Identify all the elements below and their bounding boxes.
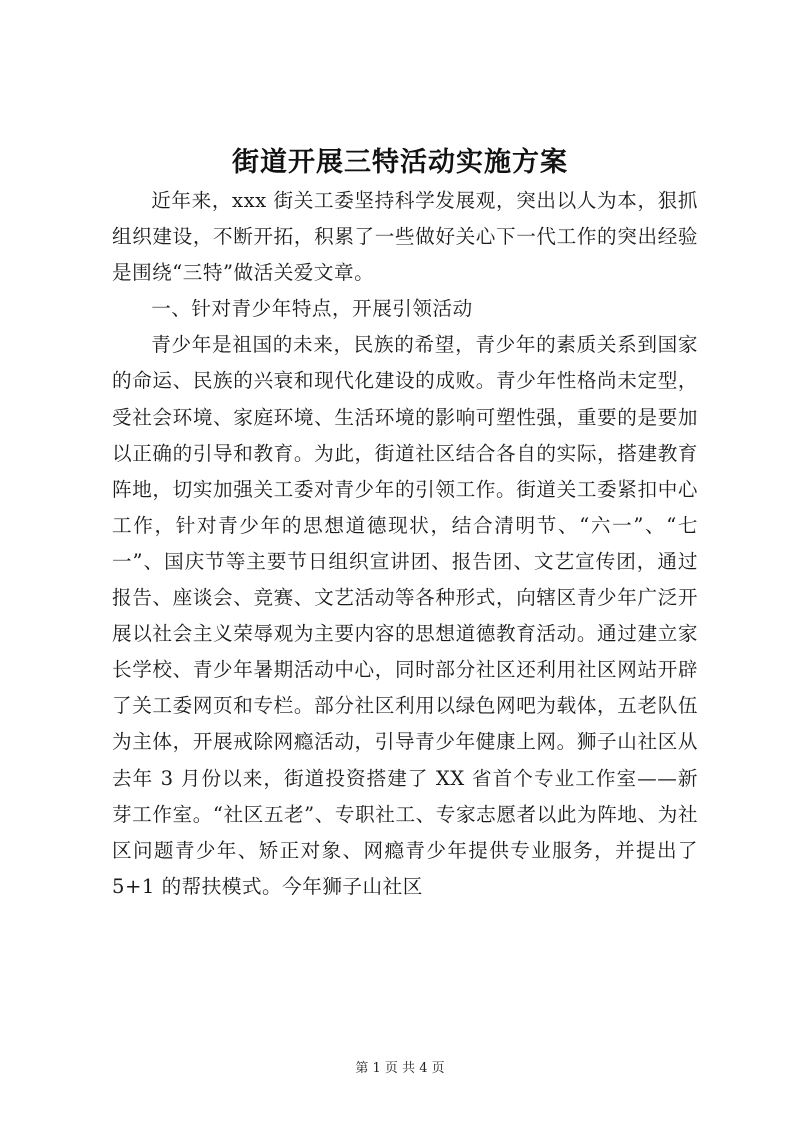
document-body bbox=[112, 183, 698, 905]
paragraph-intro: 近年来，xxx 街关工委坚持科学发展观，突出以人为本，狠抓组织建设，不断开拓，积累了一些做好关心下一代工作的突出经验是围绕“三特”做活关爱文章。 bbox=[112, 189, 698, 285]
document-title: 街道开展三特活动实施方案 bbox=[232, 147, 568, 178]
section-heading-1: 一、针对青少年特点，开展引领活动 bbox=[151, 297, 473, 321]
paragraph-section-1: 青少年是祖国的未来，民族的希望，青少年的素质关系到国家的命运、民族的兴衰和现代化建设的成败。青少年性格尚未定型，受社会环境、家庭环境、生活环境的影响可塑性强，重要的是要加以正确的引导和教育。为此，街道社区结合各自的实际，搭建教育阵地，切实加强关工委对青少年的引领工作。街道关工委紧扣中心工作，针对青少年的思想道德现状，结合清明节、“六一”、“七一”、国庆节等主要节日组织宣讲团、报告团、文艺宣传团，通过报告、座谈会、竞赛、文艺活动等各种形式，向辖区青少年广泛开展以社会主义荣辱观为主要内容的思想道德教育活动。通过建立家长学校、青少年暑期活动中心，同时部分社区还利用社区网站开辟了关工委网页和专栏。部分社区利用以绿色网吧为载体，五老队伍为主体，开展戒除网瘾活动，引导青少年健康上网。狮子山社区从去年 3 月份以来，街道投资搭建了 XX 省首个专业工作室——新芽工作室。“社区五老”、专职社工、专家志愿者以此为阵地、为社区问题青少年、矫正对象、网瘾青少年提供专业服务，并提出了 5+1 的帮扶模式。今年狮子山社区 bbox=[112, 333, 698, 898]
page-footer: 第 1 页 共 4 页 bbox=[355, 1061, 445, 1076]
